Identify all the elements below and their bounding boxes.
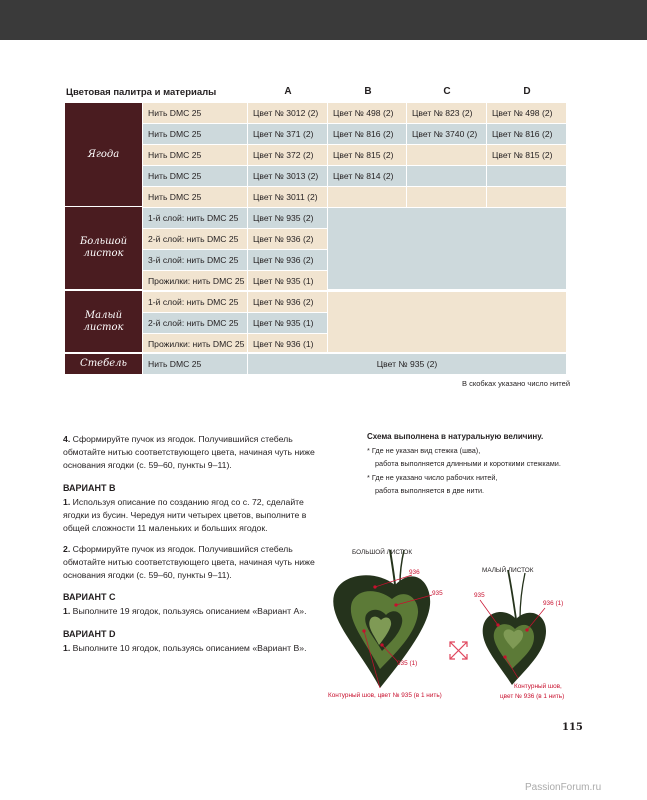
- variant-c-heading: ВАРИАНТ C: [63, 592, 116, 602]
- color-cell-c: [407, 145, 486, 165]
- color-cell-a: Цвет № 371 (2): [248, 124, 327, 144]
- small-leaf-label-936-1: 936 (1): [543, 600, 564, 607]
- scheme-note-2a: * Где не указано число рабочих нитей,: [367, 473, 498, 482]
- column-header-b: B: [364, 86, 372, 97]
- material-cell: 3-й слой: нить DMC 25: [143, 250, 247, 270]
- big-leaf-contour-label: Контурный шов, цвет № 935 (в 1 нить): [328, 692, 442, 699]
- color-cell-a: Цвет № 936 (2): [248, 229, 327, 249]
- color-cell-b: Цвет № 816 (2): [328, 124, 406, 144]
- variant-c-step-1: [63, 605, 323, 618]
- scheme-note-1b: работа выполняется длинными и короткими стежками.: [375, 459, 561, 468]
- top-bar: [0, 0, 647, 40]
- color-cell-c: Цвет № 3740 (2): [407, 124, 486, 144]
- variant-b-step-2: [63, 543, 323, 582]
- color-cell-a: Цвет № 372 (2): [248, 145, 327, 165]
- color-cell-a: Цвет № 3013 (2): [248, 166, 327, 186]
- small-leaf-contour-label-b: цвет № 936 (в 1 нить): [500, 693, 565, 700]
- color-cell-d: Цвет № 498 (2): [487, 103, 566, 123]
- color-cell-span: Цвет № 935 (2): [248, 354, 566, 374]
- small-leaf-label-935: 935: [474, 592, 485, 599]
- color-cell-a: Цвет № 935 (1): [248, 271, 327, 290]
- variant-d-step-1: [63, 642, 323, 655]
- color-cell-d: Цвет № 815 (2): [487, 145, 566, 165]
- page-number: 115: [562, 722, 583, 733]
- watermark: PassionForum.ru: [525, 782, 602, 793]
- step-text: Выполните 19 ягодок, пользуясь описанием «Вариант A».: [72, 606, 307, 616]
- big-leaf-label-935: 935: [432, 590, 443, 597]
- variant-d-heading: ВАРИАНТ D: [63, 629, 116, 639]
- step-text: Сформируйте пучок из ягодок. Получившийся стебель обмотайте нитью соответствующего цвета, начиная чуть ниже основания ягодки (с. 59–60, пункты 9–11).: [63, 434, 315, 470]
- big-leaf-label: БОЛЬШОЙ ЛИСТОК: [352, 549, 413, 556]
- small-leaf: [483, 570, 546, 685]
- step-number: 1.: [63, 497, 71, 507]
- color-cell-d: Цвет № 816 (2): [487, 124, 566, 144]
- variant-b-step-1: [63, 496, 323, 535]
- color-cell-b: [328, 187, 406, 207]
- scheme-title: Схема выполнена в натуральную величину.: [367, 432, 544, 441]
- big-leaf-label-936: 936: [409, 569, 420, 576]
- color-cell-d: [487, 166, 566, 186]
- material-cell: Нить DMC 25: [143, 166, 247, 186]
- color-cell-a: Цвет № 935 (2): [248, 208, 327, 228]
- group-label-big-leaf: Большой листок: [65, 207, 142, 289]
- color-cell-a: Цвет № 936 (2): [248, 292, 327, 312]
- material-cell: Нить DMC 25: [143, 354, 247, 374]
- color-cell-d: [487, 187, 566, 207]
- empty-block: [328, 208, 566, 289]
- step-text: Сформируйте пучок из ягодок. Получившийся стебель обмотайте нитью соответствующего цвета, начиная чуть ниже основания ягодки (с. 59–60, пункты 9–11).: [63, 544, 315, 580]
- material-cell: 1-й слой: нить DMC 25: [143, 292, 247, 312]
- variant-b-heading: ВАРИАНТ B: [63, 483, 116, 493]
- color-cell-a: Цвет № 936 (2): [248, 250, 327, 270]
- material-cell: Нить DMC 25: [143, 145, 247, 165]
- color-cell-a: Цвет № 935 (1): [248, 313, 327, 333]
- group-label-small-leaf: Малый листок: [65, 291, 142, 352]
- resize-arrows-icon: [450, 642, 467, 659]
- step-number: 2.: [63, 544, 71, 554]
- color-cell-c: Цвет № 823 (2): [407, 103, 486, 123]
- step-number: 4.: [63, 434, 71, 444]
- color-cell-a: Цвет № 936 (1): [248, 334, 327, 352]
- step-4: [63, 433, 323, 472]
- material-cell: Нить DMC 25: [143, 187, 247, 207]
- material-cell: 1-й слой: нить DMC 25: [143, 208, 247, 228]
- material-cell: Нить DMC 25: [143, 103, 247, 123]
- material-cell: Прожилки: нить DMC 25: [143, 271, 247, 290]
- material-cell: Прожилки: нить DMC 25: [143, 334, 247, 352]
- small-leaf-contour-label-a: Контурный шов,: [514, 683, 562, 690]
- column-header-d: D: [523, 86, 531, 97]
- step-number: 1.: [63, 606, 71, 616]
- column-header-c: C: [443, 86, 451, 97]
- scheme-note-1a: * Где не указан вид стежка (шва),: [367, 446, 481, 455]
- material-cell: 2-й слой: нить DMC 25: [143, 313, 247, 333]
- column-header-a: A: [284, 86, 292, 97]
- material-cell: Нить DMC 25: [143, 124, 247, 144]
- group-label-stem: Стебель: [65, 354, 142, 374]
- table-title: Цветовая палитра и материалы: [66, 87, 217, 98]
- table-footnote: В скобках указано число нитей: [462, 379, 571, 388]
- color-cell-c: [407, 166, 486, 186]
- color-cell-b: Цвет № 815 (2): [328, 145, 406, 165]
- small-leaf-label: МАЛЫЙ ЛИСТОК: [482, 567, 534, 574]
- color-cell-a: Цвет № 3011 (2): [248, 187, 327, 207]
- step-text: Используя описание по созданию ягод со с. 72, сделайте ягодки из бусин. Чередуя нити четырех цветов, выполните в общей сложности 11 маленьких и больших ягодок.: [63, 497, 307, 533]
- step-text: Выполните 10 ягодок, пользуясь описанием «Вариант B».: [72, 643, 307, 653]
- scheme-note-2b: работа выполняется в две нити.: [375, 486, 485, 495]
- color-cell-c: [407, 187, 486, 207]
- step-number: 1.: [63, 643, 71, 653]
- color-cell-a: Цвет № 3012 (2): [248, 103, 327, 123]
- color-cell-b: Цвет № 498 (2): [328, 103, 406, 123]
- empty-block: [328, 292, 566, 352]
- material-cell: 2-й слой: нить DMC 25: [143, 229, 247, 249]
- group-label-berry: Ягода: [65, 103, 142, 206]
- big-leaf-label-935-1: 935 (1): [397, 660, 418, 667]
- color-cell-b: Цвет № 814 (2): [328, 166, 406, 186]
